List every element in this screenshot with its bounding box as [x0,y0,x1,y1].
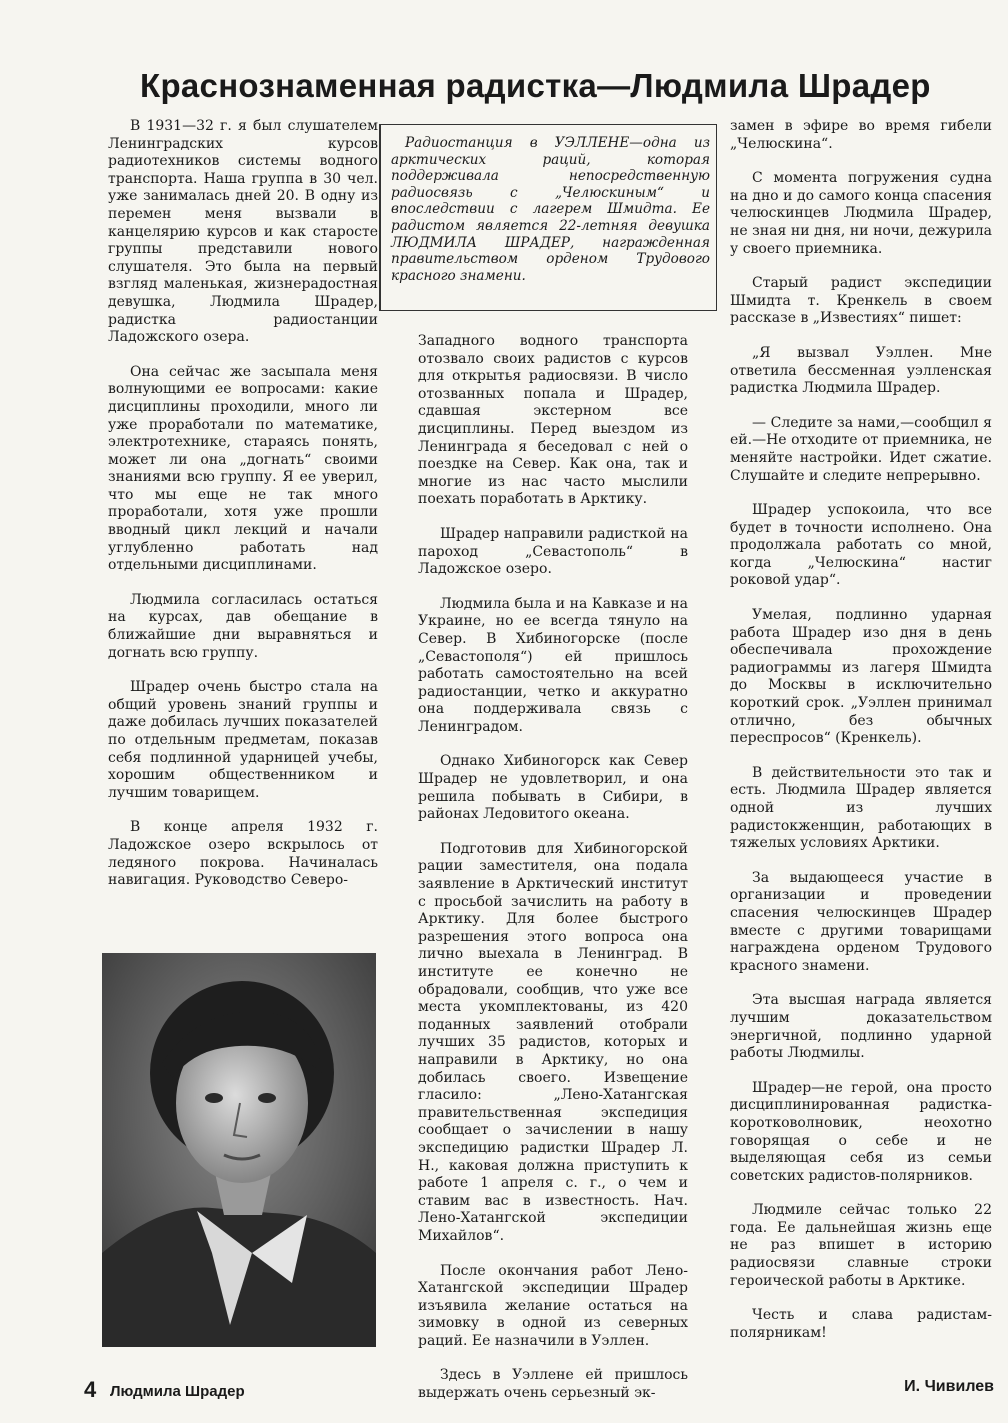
column-middle [418,333,688,1420]
paragraph: Эта высшая награда является лучшим доказательством энергичной, подлинно ударной работы Людмилы. [730,992,992,1062]
photo-caption: Людмила Шрадер [110,1383,245,1400]
column-left [108,118,378,907]
paragraph: Шрадер—не герой, она просто дисциплинированная радистка-коротковолновик, неохотно говорящая о себе и не выделяющая себя из семьи советских радистов-полярников. [730,1079,992,1184]
paragraph: В 1931—32 г. я был слушателем Ленинградских курсов радиотехников системы водного транспорта. Наша группа в 30 чел. уже занималась дней 20. В одну из перемен меня вызвали в канцелярию курсов и как старосте группы представили нового слушателя. Это была на первый взгляд маленькая, жизнерадостная девушка, Людмила Шрадер, радистка радиостанции Ладожского озера. [108,118,378,346]
paragraph: Однако Хибиногорск как Север Шрадер не удовлетворил, и она решила побывать в Сибири, в районах Ледовитого океана. [418,753,688,823]
paragraph: За выдающееся участие в организации и проведении спасения челюскинцев Шрадер вместе с другими товарищами награждена орденом Трудового красного знамени. [730,869,992,974]
paragraph: Шрадер очень быстро стала на общий уровень знаний группы и даже добилась лучших показателей по отдельным предметам, показав себя подлинной ударницей учебы, хорошим общественником и лучшим товарищем. [108,679,378,801]
paragraph: Здесь в Уэллене ей пришлось выдержать очень серьезный эк- [418,1367,688,1402]
paragraph: — Следите за нами,—сообщил я ей.—Не отходите от приемника, не меняйте настройки. Идет сжатие. Слушайте и следите непрерывно. [730,414,992,484]
paragraph: замен в эфире во время гибели „Челюскина“. [730,118,992,152]
page-number: 4 [84,1377,97,1402]
lead-text: Радиостанция в УЭЛЛЕНЕ—одна из арктических раций, которая поддерживала непосредственную радиосвязь с „Челюскиным“ и впоследствии с лагерем Шмидта. Ее радистом является 22-летняя девушка ЛЮДМИЛА ШРАДЕР, награжденная правительством орденом Трудового красного знамени. [391,135,710,284]
column-right [730,118,992,1359]
paragraph: Подготовив для Хибиногорской рации заместителя, она подала заявление в Арктический институт с просьбой зачислить на работу в Арктику. Для более быстрого разрешения этого вопроса она лично выехала в Ленинград. В институте ее конечно не обрадовали, сообщив, что уже все места укомплектованы, из 420 поданных заявлений отобрали лучших 35 радистов, которых и направили в Арктику, но она добилась своего. Извещение гласило: „Лено-Хатангская правительственная экспедиция сообщает о зачислении в нашу экспедицию радистки Шрадер Л. Н., каковая должна приступить к работе 1 апреля с. г., о чем и ставим вас в известность. Нач. Лено-Хатангской экспедиции Михайлов“. [418,840,688,1244]
paragraph: „Я вызвал Уэллен. Мне ответила бессменная уэлленская радистка Людмила Шрадер. [730,344,992,397]
paragraph: После окончания работ Лено-Хатангской экспедиции Шрадер изъявила желание остаться на зимовку в одной из северных раций. Ее назначили в Уэллен. [418,1262,688,1349]
paragraph: В действительности это так и есть. Людмила Шрадер является одной из лучших радистокженщин, работающих в тяжелых условиях Арктики. [730,764,992,852]
portrait-photo [102,953,376,1347]
paragraph: Шрадер направили радисткой на пароход „Севастополь“ в Ладожское озеро. [418,525,688,578]
paragraph: Старый радист экспедиции Шмидта т. Кренкель в своем рассказе в „Известиях“ пишет: [730,275,992,327]
paragraph: С момента погружения судна на дно и до самого конца спасения челюскинцев Людмила Шрадер, не зная ни дня, ни ночи, дежурила у своего приемника. [730,170,992,257]
paragraph: Западного водного транспорта отозвало своих радистов с курсов для открытья радиосвязи. В число отозванных попала и Шрадер, сдавшая экстерном все дисциплины. Перед выездом из Ленинграда я беседовал с ней о поездке на Север. Как она, так и многие из нас часто мыслили поехать поработать в Арктику. [418,333,688,508]
paragraph: Честь и слава радистам-полярникам! [730,1307,992,1341]
paragraph: Людмила была и на Кавказе и на Украине, но ее всегда тянуло на Север. В Хибиногорске (после „Севастополя“) ей пришлось работать самостоятельно на всей радиостанции, четко и аккуратно она поддерживала связь с Ленинградом. [418,595,688,735]
paragraph: Умелая, подлинно ударная работа Шрадер изо дня в день обеспечивала прохождение радиограммы из лагеря Шмидта до Москвы в исключительно короткий срок. „Уэллен принимал отлично, без обычных переспросов“ (Кренкель). [730,607,992,747]
paragraph: Людмила согласилась остаться на курсах, дав обещание в ближайшие дни выравняться и догнать всю группу. [108,591,378,661]
paragraph: Шрадер успокоила, что все будет в точности исполнено. Она продолжала работать со мной, когда „Челюскина“ настиг роковой удар“. [730,502,992,589]
article-title: Краснознаменная радистка—Людмила Шрадер [140,67,931,104]
portrait-icon [102,953,376,1347]
paragraph: В конце апреля 1932 г. Ладожское озеро вскрылось от ледяного покрова. Начиналась навигация. Руководство Северо- [108,819,378,889]
lead-box [379,124,717,311]
paragraph: Людмиле сейчас только 22 года. Ее дальнейшая жизнь еще не раз впишет в историю радиосвязи славные строки героической работы в Арктике. [730,1202,992,1289]
paragraph: Она сейчас же засыпала меня волнующими ее вопросами: какие дисциплины проходили, много ли уже проработали по математике, электротехнике, стараясь понять, может ли она „догнать“ своими знаниями всю группу. Я ее уверил, что мы еще не так много проработали, хотя уже прошли вводный цикл лекций и начали углубленно работать над отдельными дисциплинами. [108,363,378,574]
author-signature: И. Чивилев [904,1378,994,1395]
